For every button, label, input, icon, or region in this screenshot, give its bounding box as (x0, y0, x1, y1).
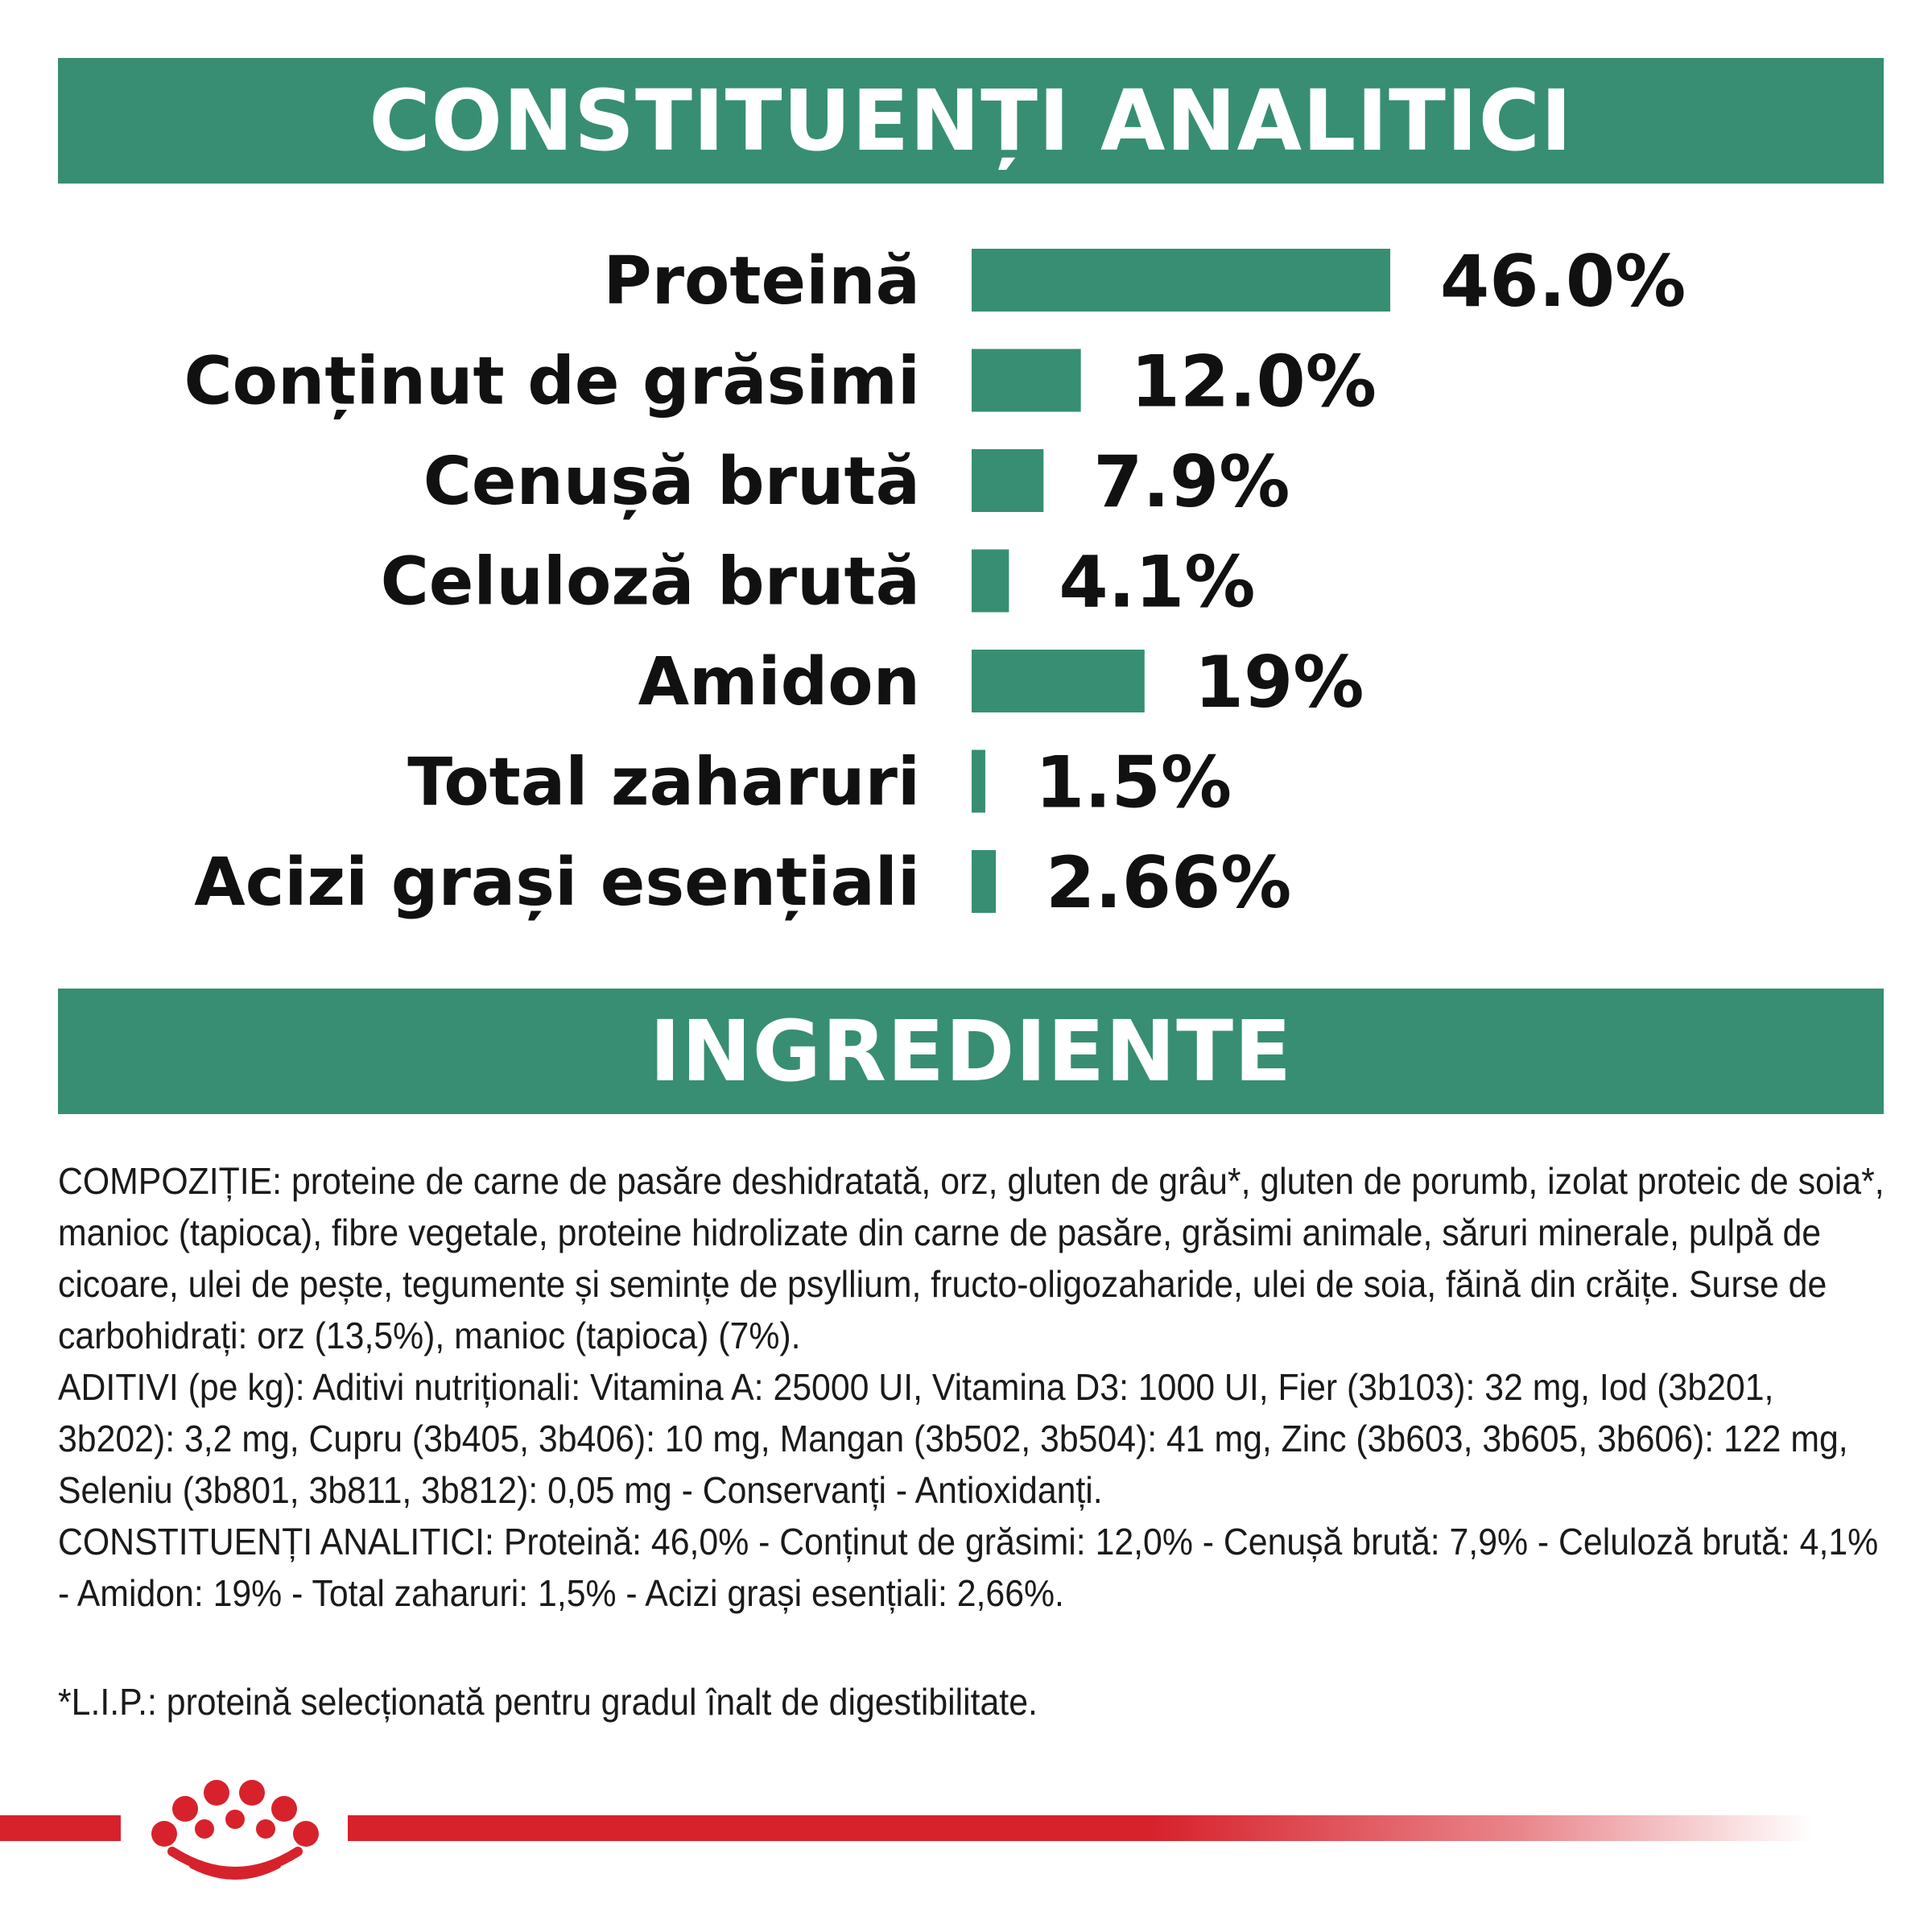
bar (972, 249, 1390, 312)
data-label: 2.66% (1046, 841, 1292, 924)
data-label: 46.0% (1440, 240, 1686, 323)
ingredients-text (58, 1155, 1885, 1619)
brand-stripe-right (348, 1815, 1813, 1841)
data-label: 7.9% (1093, 440, 1290, 523)
ingredients-header-title: INGREDIENTE (649, 1002, 1293, 1100)
category-label: Acizi grași esențiali (194, 844, 920, 921)
analytic-bar-chart (0, 233, 1932, 942)
royal-crown-icon (135, 1771, 345, 1884)
data-label: 1.5% (1034, 741, 1232, 824)
footnote: *L.I.P.: proteină selecționată pentru gradul înalt de digestibilitate. (58, 1681, 1038, 1723)
category-label: Total zaharuri (407, 744, 920, 821)
brand-stripe-left (0, 1815, 121, 1841)
bar (972, 550, 1009, 613)
ingredients-header (58, 989, 1884, 1114)
analytic-header (58, 58, 1884, 184)
category-label: Proteină (603, 243, 920, 320)
data-label: 4.1% (1059, 540, 1256, 624)
composition-paragraph: COMPOZIȚIE: proteine de carne de pasăre deshidratată, orz, gluten de grâu*, gluten de porumb, izolat proteic de soia*, manioc (tapioca), fibre vegetale, proteine hidrolizate din carne de pasăre, grăsimi animale, săruri minerale, pulpă de cicoare, ulei de pește, tegumente și semințe de psyllium, fructo-oligozaharide, ulei de soia, făină din crăițe. Surse de carbohidrați: orz (13,5%), manioc (tapioca) (7%). (58, 1160, 1885, 1356)
bar (972, 750, 985, 813)
bar (972, 449, 1043, 512)
category-label: Conținut de grăsimi (184, 343, 920, 420)
category-label: Celuloză brută (380, 543, 920, 621)
bar (972, 650, 1145, 712)
data-label: 12.0% (1130, 340, 1377, 423)
additives-paragraph: ADITIVI (pe kg): Aditivi nutriționali: Vitamina A: 25000 UI, Vitamina D3: 1000 UI, Fier (3b103): 32 mg, Iod (3b201, 3b202): 3,2 mg, Cupru (3b405, 3b406): 10 mg, Mangan (3b502, 3b504): 41 mg, Zinc (3b603, 3b605, 3b606): 122 mg, Seleniu (3b801, 3b811, 3b812): 0,05 mg - Conservanți - Antioxidanți. (58, 1366, 1848, 1511)
analytic-header-title: CONSTITUENȚI ANALITICI (369, 72, 1573, 170)
bar (972, 349, 1081, 412)
bar (972, 850, 996, 913)
category-label: Amidon (638, 644, 920, 720)
analytic-paragraph: CONSTITUENȚI ANALITICI: Proteină: 46,0% - Conținut de grăsimi: 12,0% - Cenușă brută: 7,9% - Celuloză brută: 4,1% - Amidon: 19% - Total zaharuri: 1,5% - Acizi grași esențiali: 2,66%. (58, 1521, 1879, 1614)
category-label: Cenușă brută (423, 444, 920, 520)
data-label: 19% (1194, 641, 1364, 724)
